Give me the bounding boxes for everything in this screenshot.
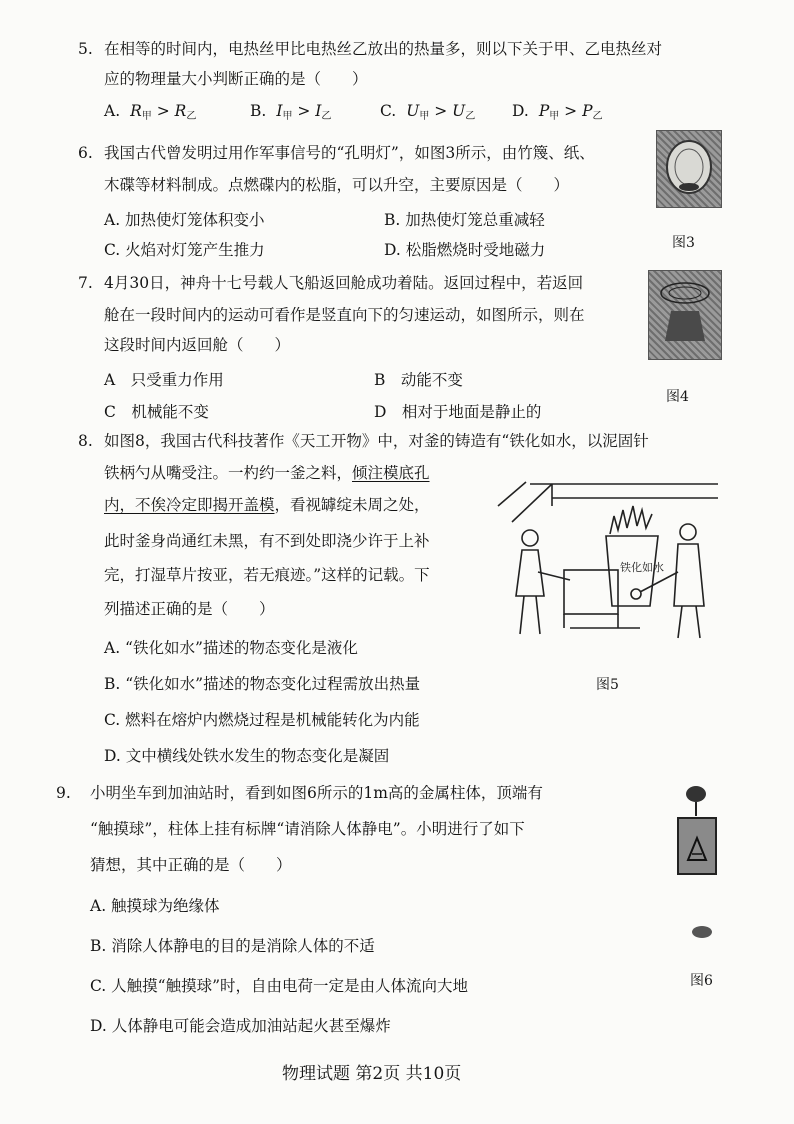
q8-stem-line2 bbox=[104, 464, 430, 483]
figure-5-label: 铁化如水 bbox=[620, 561, 664, 574]
q9-stem-line1: 小明坐车到加油站时，看到如图6所示的1m高的金属柱体，顶端有 bbox=[90, 784, 543, 802]
q8-option-b: B. “铁化如水”描述的物态变化过程需放出热量 bbox=[104, 675, 421, 693]
figure-6-caption: 图6 bbox=[690, 973, 713, 989]
q5-stem-line1: 在相等的时间内，电热丝甲比电热丝乙放出的热量多，则以下关于甲、乙电热丝对 bbox=[104, 40, 663, 58]
q7-option-b: B 动能不变 bbox=[374, 371, 463, 389]
q5-option-relation: > bbox=[151, 102, 175, 120]
figure-3-lantern-image bbox=[656, 130, 722, 208]
q7-stem-line3: 这段时间内返回舱（ ） bbox=[104, 336, 291, 354]
q7-option-d: D 相对于地面是静止的 bbox=[374, 403, 542, 421]
figure-4-capsule-image bbox=[648, 270, 722, 360]
q8-stem-line6: 列描述正确的是（ ） bbox=[104, 600, 275, 618]
q5-option-relation: > bbox=[429, 102, 453, 120]
q9-option-c: C. 人触摸“触摸球”时，自由电荷一定是由人体流向大地 bbox=[90, 977, 469, 995]
q5-option-c bbox=[380, 102, 475, 122]
q5-option-letter: A. bbox=[104, 102, 121, 120]
q8-line2-text: 铁柄勺从嘴受注。一杓约一釜之料， bbox=[104, 464, 353, 482]
q9-stem-line3: 猜想，其中正确的是（ ） bbox=[90, 856, 292, 874]
q8-number: 8. bbox=[78, 432, 93, 450]
figure-4-caption: 图4 bbox=[666, 389, 689, 405]
q5-option-relation: > bbox=[292, 102, 316, 120]
q8-stem-line5: 完，打湿草片按亚，若无痕迹。”这样的记载。下 bbox=[104, 566, 430, 584]
q8-option-c: C. 燃料在熔炉内燃烧过程是机械能转化为内能 bbox=[104, 711, 420, 729]
q7-option-c: C 机械能不变 bbox=[104, 403, 209, 421]
page-footer: 物理试题 第2页 共10页 bbox=[282, 1064, 462, 1084]
q9-stem-line2: “触摸球”，柱体上挂有标牌“请消除人体静电”。小明进行了如下 bbox=[90, 820, 525, 838]
q8-stem-line3 bbox=[104, 496, 430, 515]
q5-option-letter: D. bbox=[512, 102, 529, 120]
q8-stem-line1: 如图8，我国古代科技著作《天工开物》中，对釜的铸造有“铁化如水，以泥固针 bbox=[104, 432, 649, 450]
q5-option-symbol-1: U bbox=[406, 102, 420, 120]
q5-option-subscript-2: 乙 bbox=[321, 111, 332, 122]
q5-option-symbol-2: P bbox=[582, 102, 593, 120]
q9-option-b: B. 消除人体静电的目的是消除人体的不适 bbox=[90, 937, 375, 955]
q8-underlined-phrase-1: 倾注模底孔 bbox=[352, 464, 430, 482]
q7-stem-line2: 舱在一段时间内的运动可看作是竖直向下的匀速运动，如图所示，则在 bbox=[104, 306, 585, 324]
q8-stem-line4: 此时釜身尚通红未黑，有不到处即浇少许于上补 bbox=[104, 532, 430, 550]
q7-stem-line1: 4月30日，神舟十七号载人飞船返回舱成功着陆。返回过程中，若返回 bbox=[104, 274, 584, 292]
q6-option-a: A. 加热使灯笼体积变小 bbox=[104, 211, 265, 229]
q6-stem-line2: 木碟等材料制成。点燃碟内的松脂，可以升空，主要原因是（ ） bbox=[104, 176, 570, 194]
q5-option-relation: > bbox=[559, 102, 583, 120]
q5-option-d bbox=[512, 102, 603, 122]
q5-option-symbol-2: U bbox=[452, 102, 466, 120]
q5-option-symbol-2: R bbox=[174, 102, 187, 120]
figure-6-touch-post-illustration bbox=[668, 780, 728, 950]
q8-line3-text: ，看视罅绽未周之处， bbox=[274, 496, 430, 514]
q5-option-symbol-2: I bbox=[315, 102, 322, 120]
q5-option-subscript-1: 甲 bbox=[141, 111, 152, 122]
figure-5-caption: 图5 bbox=[596, 677, 619, 693]
q6-option-d: D. 松脂燃烧时受地磁力 bbox=[384, 241, 546, 259]
q5-option-subscript-1: 甲 bbox=[419, 111, 430, 122]
q5-option-letter: B. bbox=[250, 102, 267, 120]
q8-underlined-phrase-2: 内，不俟冷定即揭开盖模 bbox=[104, 496, 275, 514]
q5-option-subscript-2: 乙 bbox=[186, 111, 197, 122]
q5-stem-line2: 应的物理量大小判断正确的是（ ） bbox=[104, 70, 368, 88]
q9-option-d: D. 人体静电可能会造成加油站起火甚至爆炸 bbox=[90, 1017, 391, 1035]
q8-option-d: D. 文中横线处铁水发生的物态变化是凝固 bbox=[104, 747, 390, 765]
q7-option-a: A 只受重力作用 bbox=[104, 371, 224, 389]
q6-number: 6. bbox=[78, 144, 93, 162]
q9-option-a: A. 触摸球为绝缘体 bbox=[90, 897, 220, 915]
figure-5-casting-illustration bbox=[490, 476, 720, 646]
lantern-illustration bbox=[657, 131, 721, 207]
q5-option-subscript-2: 乙 bbox=[465, 111, 476, 122]
figure-3-caption: 图3 bbox=[672, 235, 695, 251]
q6-stem-line1: 我国古代曾发明过用作军事信号的“孔明灯”，如图3所示，由竹篾、纸、 bbox=[104, 144, 595, 162]
q5-number: 5. bbox=[78, 40, 93, 58]
q5-option-symbol-1: R bbox=[130, 102, 142, 120]
q5-option-letter: C. bbox=[380, 102, 397, 120]
q5-option-subscript-2: 乙 bbox=[592, 111, 603, 122]
q5-option-symbol-1: P bbox=[538, 102, 550, 120]
q7-number: 7. bbox=[78, 274, 93, 292]
q6-option-b: B. 加热使灯笼总重减轻 bbox=[384, 211, 545, 229]
q6-option-c: C. 火焰对灯笼产生推力 bbox=[104, 241, 265, 259]
q5-option-subscript-1: 甲 bbox=[549, 111, 560, 122]
q5-option-symbol-1: I bbox=[276, 102, 283, 120]
q5-option-a bbox=[104, 102, 196, 122]
q5-option-b bbox=[250, 102, 331, 122]
q5-option-subscript-1: 甲 bbox=[282, 111, 293, 122]
q8-option-a: A. “铁化如水”描述的物态变化是液化 bbox=[104, 639, 358, 657]
q9-number: 9. bbox=[56, 784, 71, 802]
capsule-illustration bbox=[649, 271, 721, 359]
